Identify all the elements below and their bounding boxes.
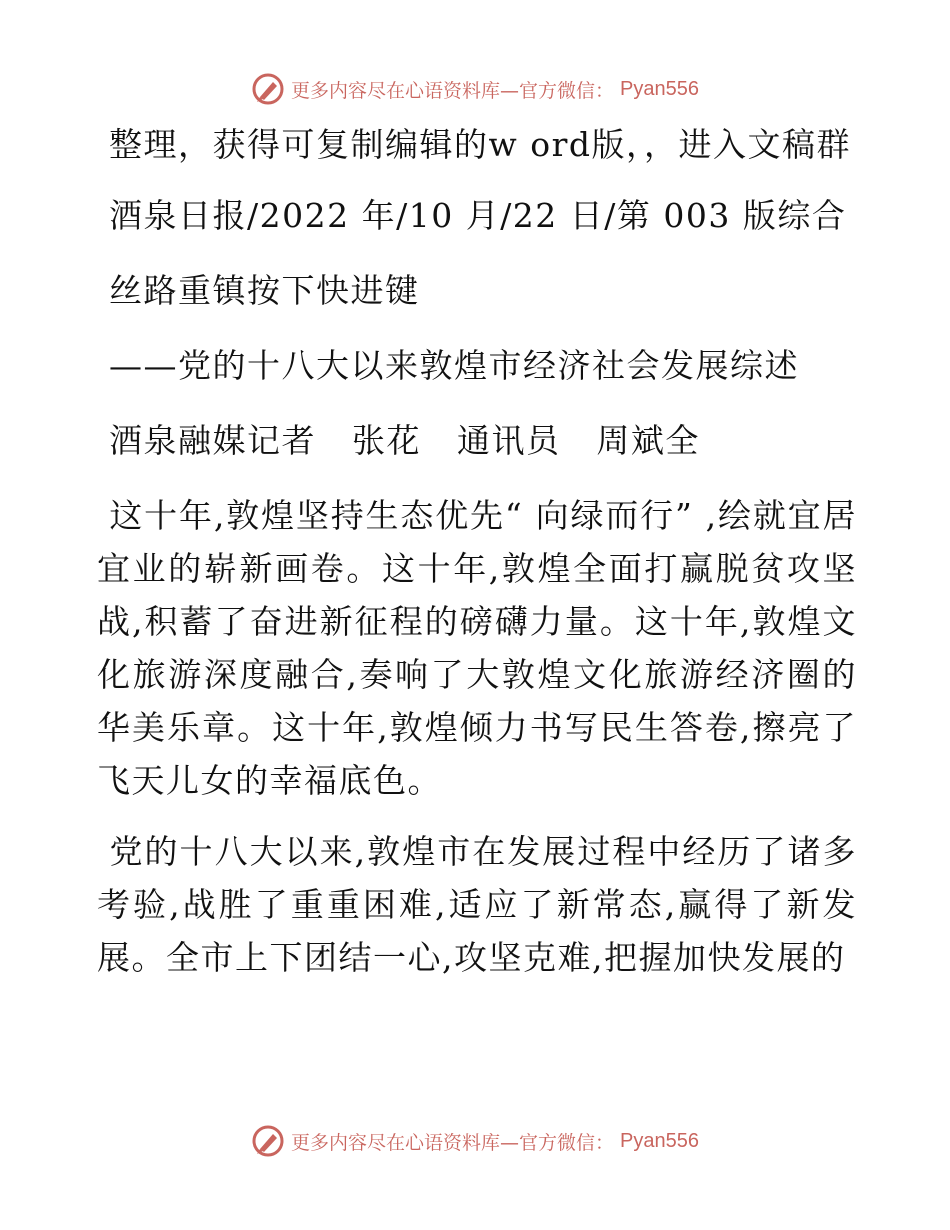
body-paragraph-1: 这十年,敦煌坚持生态优先“ 向绿而行” ,绘就宜居宜业的崭新画卷。这十年,敦煌全面打赢脱贫攻坚战,积蓄了奋进新征程的磅礴力量。这十年,敦煌文化旅游深度融合,奏响了大敦煌文化旅游经济圈的华美乐章。这十年,敦煌倾力书写民生答卷,擦亮了飞天儿女的幸福底色。 xyxy=(97,496,858,800)
source-line: 酒泉日报/2022 年/10 月/22 日/第 003 版综合 xyxy=(97,196,847,235)
header-watermark xyxy=(0,72,950,106)
watermark-wechat-id: Pyan556 xyxy=(620,1129,699,1152)
document-body xyxy=(97,118,857,1002)
article-subtitle: ——党的十八大以来敦煌市经济社会发展综述 xyxy=(97,346,799,385)
watermark-text: 更多内容尽在心语资料库—官方微信： xyxy=(291,1131,615,1154)
watermark-text: 更多内容尽在心语资料库—官方微信： xyxy=(291,79,615,102)
byline: 酒泉融媒记者 张花 通讯员 周斌全 xyxy=(97,421,700,460)
article-title: 丝路重镇按下快进键 xyxy=(97,271,420,310)
watermark-wechat-id: Pyan556 xyxy=(620,77,699,100)
pen-nib-circle-icon xyxy=(251,1124,285,1158)
pen-nib-circle-icon xyxy=(251,72,285,106)
body-paragraph-2: 党的十八大以来,敦煌市在发展过程中经历了诸多考验,战胜了重重困难,适应了新常态,赢得了新发展。全市上下团结一心,攻坚克难,把握加快发展的 xyxy=(97,832,857,977)
footer-watermark xyxy=(0,1124,950,1158)
intro-paragraph: 整理，获得可复制编辑的w ord版，，进入文稿群 xyxy=(97,125,852,164)
